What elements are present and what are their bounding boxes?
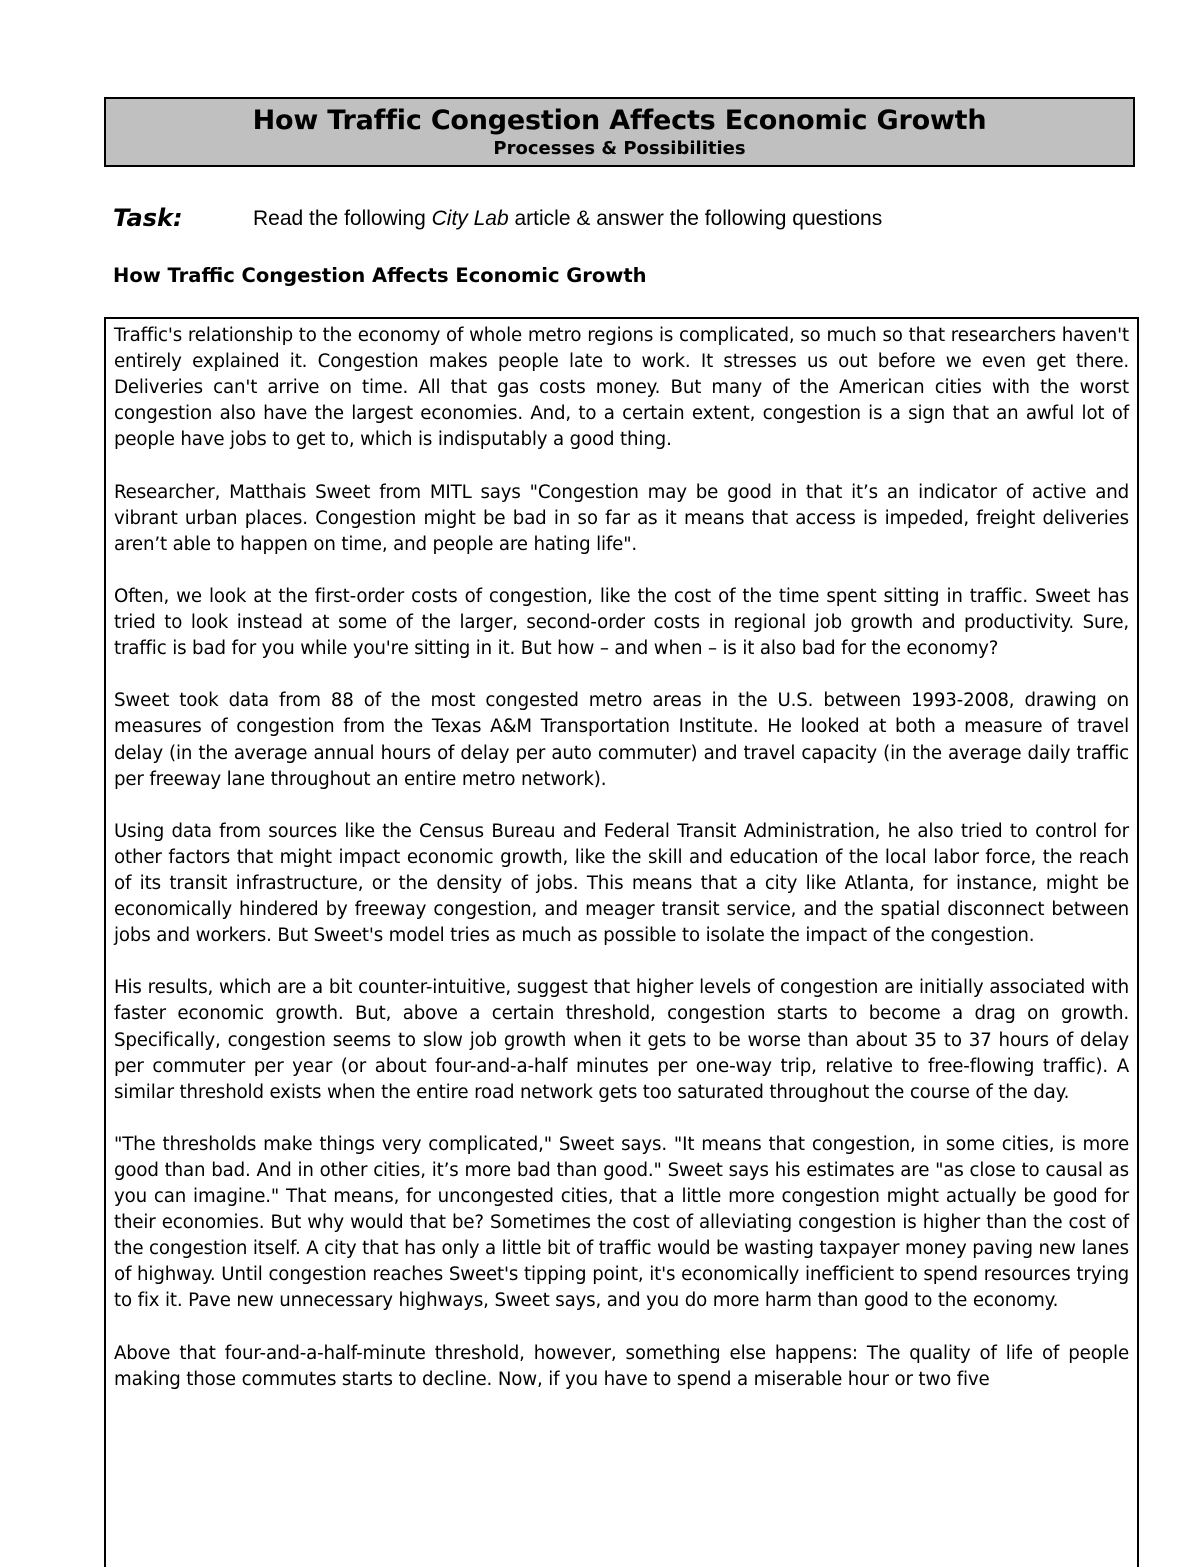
page-subtitle: Processes & Possibilities — [493, 138, 746, 159]
article-paragraph: "The thresholds make things very complicated," Sweet says. "It means that congestion, in some cities, is more good than bad. And in other cities, it’s more bad than good." Sweet says his estimates are "as close to causal as you can imagine." That means, for uncongested cities, that a little more congestion might actually be good for their economies. But why would that be? Sometimes the cost of alleviating congestion is higher than the cost of the congestion itself. A city that has only a little bit of traffic would be wasting taxpayer money paving new lanes of highway. Until congestion reaches Sweet's tipping point, it's economically inefficient to spend resources trying to fix it. Pave new unnecessary highways, Sweet says, and you do more harm than good to the economy. — [114, 1133, 1129, 1312]
article-heading: How Traffic Congestion Affects Economic Growth — [113, 264, 647, 287]
article-paragraph: Researcher, Matthais Sweet from MITL says "Congestion may be good in that it’s an indicator of active and vibrant urban places. Congestion might be bad in so far as it means that access is impeded, freight deliveries aren’t able to happen on time, and people are hating life". — [114, 481, 1129, 555]
article-paragraph: Using data from sources like the Census Bureau and Federal Transit Administration, he also tried to control for other factors that might impact economic growth, like the skill and education of the local labor force, the reach of its transit infrastructure, or the density of jobs. This means that a city like Atlanta, for instance, might be economically hindered by freeway congestion, and meager transit service, and the spatial disconnect between jobs and workers. But Sweet's model tries as much as possible to isolate the impact of the congestion. — [114, 820, 1129, 947]
task-text-after: article & answer the following questions — [508, 207, 883, 230]
title-box — [104, 97, 1135, 167]
page-title: How Traffic Congestion Affects Economic Growth — [252, 105, 987, 136]
task-text-before: Read the following — [253, 207, 432, 230]
task-row — [113, 203, 1133, 235]
article-paragraph: Often, we look at the first-order costs of congestion, like the cost of the time spent sitting in traffic. Sweet has tried to look instead at some of the larger, second-order costs in regional job growth and productivity. Sure, traffic is bad for you while you're sitting in it. But how – and when – is it also bad for the economy? — [114, 585, 1129, 660]
article-paragraph: Sweet took data from 88 of the most congested metro areas in the U.S. between 1993-2008, drawing on measures of congestion from the Texas A&M Transportation Institute. He looked at both a measure of travel delay (in the average annual hours of delay per auto commuter) and travel capacity (in the average daily traffic per freeway lane throughout an entire metro network). — [114, 690, 1129, 790]
article-paragraph: His results, which are a bit counter-intuitive, suggest that higher levels of congestion are initially associated with faster economic growth. But, above a certain threshold, congestion starts to become a drag on growth. Specifically, congestion seems to slow job growth when it gets to be worse than about 35 to 37 hours of delay per commuter per year (or about four-and-a-half minutes per one-way trip, relative to free-flowing traffic). A similar threshold exists when the entire road network gets too saturated throughout the course of the day. — [114, 977, 1129, 1103]
task-label: Task: — [113, 204, 183, 232]
article-body — [104, 317, 1139, 1567]
task-instructions — [253, 205, 882, 233]
article-paragraph: Traffic's relationship to the economy of whole metro regions is complicated, so much so that researchers haven't entirely explained it. Congestion makes people late to work. It stresses us out before we even get there. Deliveries can't arrive on time. All that gas costs money. But many of the American cities with the worst congestion also have the largest economies. And, to a certain extent, congestion is a sign that an awful lot of people have jobs to get to, which is indisputably a good thing. — [114, 325, 1129, 451]
task-text-italic: City Lab — [431, 207, 509, 230]
article-paragraph: Above that four-and-a-half-minute threshold, however, something else happens: The quality of life of people making those commutes starts to decline. Now, if you have to spend a miserable hour or two five — [114, 1342, 1129, 1390]
